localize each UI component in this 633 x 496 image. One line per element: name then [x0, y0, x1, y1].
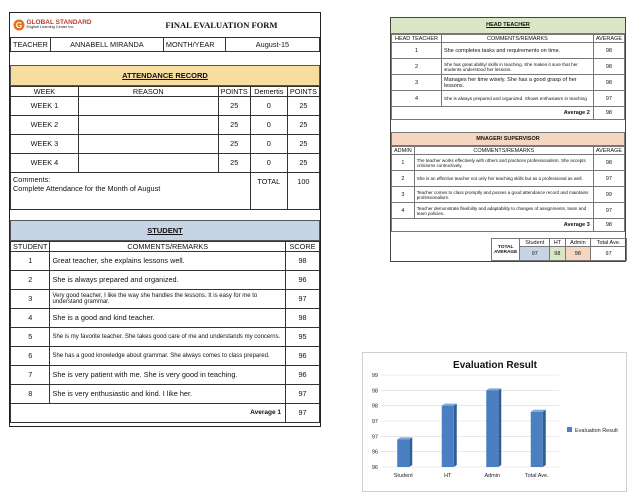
bar-side	[543, 410, 546, 467]
bar-side	[498, 388, 501, 467]
total-points-cell: 25	[287, 115, 319, 134]
table-row	[392, 155, 625, 171]
total-label: TOTAL	[250, 172, 287, 209]
head-teacher-panel	[390, 17, 626, 262]
score-cell: 96	[286, 365, 320, 384]
score-cell: 98	[286, 251, 320, 270]
average-cell: 98	[593, 155, 624, 171]
x-tick-label: Total Ave.	[524, 473, 549, 479]
total-value: 100	[287, 172, 319, 209]
legend-label: Evaluation Result	[575, 428, 618, 434]
week-cell: WEEK 4	[11, 153, 79, 172]
demerits-cell: 0	[250, 96, 287, 115]
col-student: Student	[520, 239, 550, 247]
col-remarks: COMMENTS/REMARKS	[442, 35, 594, 43]
points-cell: 25	[218, 115, 250, 134]
form-header	[10, 13, 320, 52]
col-student: STUDENT	[11, 241, 50, 251]
table-row	[392, 187, 625, 203]
x-tick-label: Admin	[484, 473, 501, 479]
total-points-cell: 25	[287, 134, 319, 153]
comments-cell	[11, 172, 251, 209]
col-points: POINTS	[218, 86, 250, 96]
row-number: 8	[11, 384, 50, 403]
bar	[397, 439, 409, 467]
student-table	[10, 241, 320, 423]
total-average-value: 97	[591, 247, 627, 261]
score-cell: 97	[286, 384, 320, 403]
teacher-name: ANNABELL MIRANDA	[50, 37, 163, 51]
row-number: 2	[11, 270, 50, 289]
average1-value: 97	[286, 403, 320, 422]
logo-text: GLOBAL STANDARD	[26, 18, 92, 26]
col-admin: ADMIN	[392, 147, 415, 155]
row-number: 3	[392, 75, 442, 91]
table-row	[11, 270, 320, 289]
logo	[11, 13, 164, 37]
manager-table	[391, 146, 625, 232]
remark-cell: She has a good knowledge about grammar. She always comes to class prepared.	[50, 346, 286, 365]
average-cell: 98	[593, 59, 624, 75]
y-tick-label: 97	[371, 434, 378, 441]
remark-cell: She is an effective teacher not only her teaching skills but as a professional as well.	[414, 171, 593, 187]
attendance-table	[10, 86, 320, 210]
remark-cell: She is always prepared and organized.	[50, 270, 286, 289]
row-number: 6	[11, 346, 50, 365]
row-number: 5	[11, 327, 50, 346]
row-number: 4	[11, 308, 50, 327]
week-cell: WEEK 2	[11, 115, 79, 134]
total-average-label: TOTAL AVERAGE	[492, 239, 520, 261]
table-row	[11, 327, 320, 346]
legend-swatch	[567, 427, 572, 432]
remark-cell: She has great ability/ skills in teaching. She makes it sure that her students understood her lessons.	[442, 59, 594, 75]
form-title: FINAL EVALUATION FORM	[165, 19, 278, 30]
comments-label: Comments:	[13, 174, 51, 184]
row-number: 1	[392, 155, 415, 171]
table-row	[11, 346, 320, 365]
average2-value: 98	[593, 107, 624, 120]
x-tick-label: HT	[444, 473, 452, 479]
row-number: 7	[11, 365, 50, 384]
score-cell: 96	[286, 346, 320, 365]
remark-cell: She is very patient with me. She is very good in teaching.	[50, 365, 286, 384]
table-row	[11, 384, 320, 403]
y-tick-label: 97	[371, 419, 378, 425]
average1-label: Average 1	[11, 403, 286, 422]
average3-value: 98	[593, 219, 624, 232]
head-teacher-table	[391, 34, 625, 120]
table-row	[392, 59, 625, 75]
row-number: 4	[392, 203, 415, 219]
remark-cell: Great teacher, she explains lessons well.	[50, 251, 286, 270]
row-number: 1	[392, 43, 442, 59]
comments-text: Complete Attendance for the Month of August	[13, 183, 161, 193]
remark-cell: The teacher works effectively with others and practices professionalism. She accepts criticisms contructively.	[414, 155, 593, 171]
y-tick-label: 96	[371, 465, 378, 471]
table-row	[11, 251, 320, 270]
col-total-ave: Total Ave.	[591, 239, 627, 247]
col-points-total: POINTS	[287, 86, 319, 96]
reason-cell	[78, 115, 218, 134]
reason-cell	[78, 96, 218, 115]
col-admin: Admin	[565, 239, 591, 247]
bar	[531, 412, 543, 467]
demerits-cell: 0	[250, 134, 287, 153]
total-points-cell: 25	[287, 96, 319, 115]
total-average-table	[491, 238, 627, 261]
bar-side	[454, 404, 457, 467]
manager-title: MNAGER/ SUPERVISOR	[391, 132, 625, 146]
score-cell: 97	[286, 289, 320, 308]
average-cell: 98	[593, 75, 624, 91]
remark-cell: She is always prepared and organized. Shows enthusiasm in teaching	[442, 91, 594, 107]
table-row	[392, 75, 625, 91]
table-row	[11, 134, 320, 153]
col-average: AVERAGE	[593, 35, 624, 43]
score-cell: 96	[286, 270, 320, 289]
y-tick-label: 98	[371, 403, 378, 410]
bar-side	[409, 437, 412, 467]
table-row	[11, 153, 320, 172]
average-cell: 98	[593, 43, 624, 59]
bar	[486, 390, 498, 467]
evaluation-chart	[362, 352, 627, 492]
remark-cell: She is my favorite teacher. She takes good care of me and understands my concerns.	[50, 327, 286, 346]
col-head-teacher: HEAD TEACHER	[392, 35, 442, 43]
points-cell: 25	[218, 134, 250, 153]
remark-cell: Teacher comes to class promptly and posses a good attendance record and maintains professionalism.	[414, 187, 593, 203]
y-tick-label: 99	[371, 373, 378, 379]
table-row	[11, 308, 320, 327]
col-score: SCORE	[286, 241, 320, 251]
remark-cell: Manages her time wisely. She has a good grasp of her lessons.	[442, 75, 594, 91]
reason-cell	[78, 153, 218, 172]
chart-title: Evaluation Result	[453, 360, 537, 371]
remark-cell: Very good teacher, I like the way she handles the lessons. It is easy for me to understand grammar.	[50, 289, 286, 308]
col-reason: REASON	[78, 86, 218, 96]
table-row	[392, 43, 625, 59]
week-cell: WEEK 1	[11, 96, 79, 115]
col-remarks: COMMENTS/REMARKS	[50, 241, 286, 251]
table-row	[11, 96, 320, 115]
remark-cell: She completes tasks and requirements on time.	[442, 43, 594, 59]
table-row	[11, 115, 320, 134]
month-value: August-15	[225, 37, 319, 51]
x-tick-label: Student	[393, 473, 413, 479]
month-label: MONTH/YEAR	[163, 37, 225, 51]
table-row	[392, 91, 625, 107]
ht-average-value: 98	[550, 247, 565, 261]
week-cell: WEEK 3	[11, 134, 79, 153]
col-average: AVERAGE	[593, 147, 624, 155]
head-teacher-title: HEAD TEACHER	[391, 18, 625, 34]
logo-subtext: English Learning Center Inc.	[26, 25, 75, 30]
row-number: 3	[392, 187, 415, 203]
remark-cell: She is very enthusiastic and kind. I like her.	[50, 384, 286, 403]
col-ht: HT	[550, 239, 565, 247]
y-tick-label: 96	[371, 449, 378, 456]
col-demerits: Demertis	[250, 86, 287, 96]
average-cell: 97	[593, 91, 624, 107]
table-row	[392, 203, 625, 219]
demerits-cell: 0	[250, 153, 287, 172]
col-remarks: COMMENTS/REMARKS	[414, 147, 593, 155]
svg-text:G: G	[15, 20, 22, 30]
average-cell: 99	[593, 187, 624, 203]
y-tick-label: 98	[371, 388, 378, 395]
average2-label: Average 2	[392, 107, 594, 120]
remark-cell: Teacher demonstrate flexibility and adaptability to changes of assignments, team and team policies.	[414, 203, 593, 219]
reason-cell	[78, 134, 218, 153]
average3-label: Average 3	[392, 219, 594, 232]
bar	[442, 406, 454, 467]
table-row	[392, 171, 625, 187]
student-average-value: 97	[520, 247, 550, 261]
teacher-label: TEACHER	[11, 37, 51, 51]
demerits-cell: 0	[250, 115, 287, 134]
row-number: 3	[11, 289, 50, 308]
average-cell: 97	[593, 171, 624, 187]
chart-svg	[363, 353, 628, 493]
points-cell: 25	[218, 153, 250, 172]
student-title: STUDENT	[10, 220, 320, 241]
points-cell: 25	[218, 96, 250, 115]
row-number: 2	[392, 171, 415, 187]
col-week: WEEK	[11, 86, 79, 96]
score-cell: 95	[286, 327, 320, 346]
remark-cell: She is a good and kind teacher.	[50, 308, 286, 327]
average-cell: 97	[593, 203, 624, 219]
total-points-cell: 25	[287, 153, 319, 172]
score-cell: 98	[286, 308, 320, 327]
table-row	[11, 365, 320, 384]
row-number: 1	[11, 251, 50, 270]
row-number: 2	[392, 59, 442, 75]
evaluation-form	[9, 12, 321, 427]
table-row	[11, 289, 320, 308]
admin-average-value: 98	[565, 247, 591, 261]
row-number: 4	[392, 91, 442, 107]
attendance-title: ATTENDANCE RECORD	[10, 65, 320, 86]
logo-icon	[13, 18, 25, 32]
